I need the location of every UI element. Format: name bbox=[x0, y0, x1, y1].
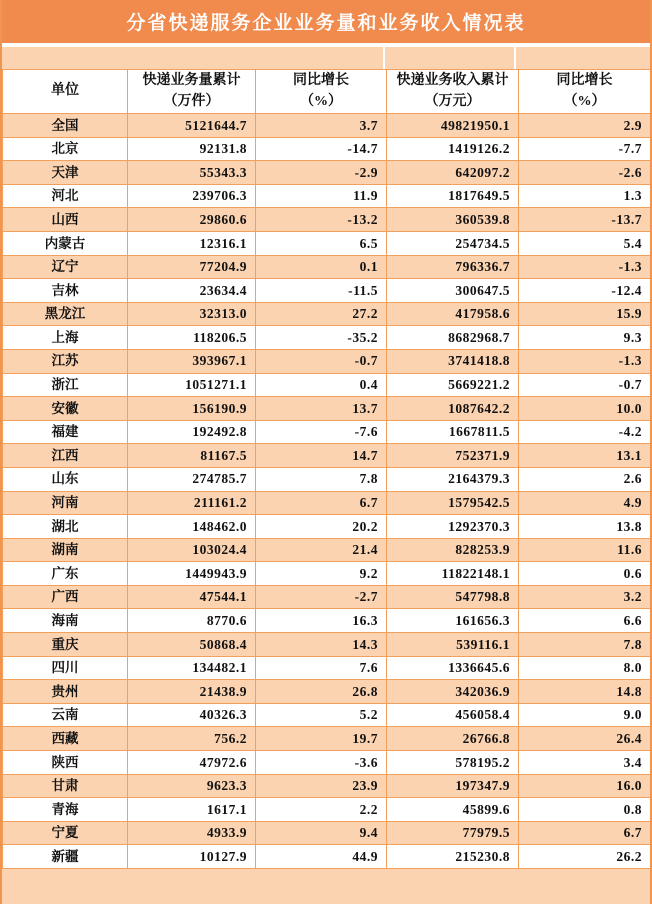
value-cell: 9623.3 bbox=[128, 774, 256, 798]
value-cell: -11.5 bbox=[256, 279, 387, 303]
value-cell: 756.2 bbox=[128, 727, 256, 751]
table-body bbox=[3, 114, 651, 869]
value-cell: 1336645.6 bbox=[387, 656, 519, 680]
table-row bbox=[3, 609, 651, 633]
value-cell: 1817649.5 bbox=[387, 184, 519, 208]
value-cell: 6.5 bbox=[256, 231, 387, 255]
value-cell: 16.0 bbox=[519, 774, 651, 798]
region-name-cell: 甘肃 bbox=[3, 774, 128, 798]
table-row bbox=[3, 585, 651, 609]
cutoff-next-row-strip bbox=[2, 869, 650, 904]
value-cell: 796336.7 bbox=[387, 255, 519, 279]
value-cell: 1617.1 bbox=[128, 798, 256, 822]
value-cell: 8682968.7 bbox=[387, 326, 519, 350]
value-cell: 134482.1 bbox=[128, 656, 256, 680]
value-cell: 29860.6 bbox=[128, 208, 256, 232]
value-cell: 14.3 bbox=[256, 633, 387, 657]
table-row bbox=[3, 491, 651, 515]
value-cell: -0.7 bbox=[256, 349, 387, 373]
table-row bbox=[3, 703, 651, 727]
value-cell: 0.6 bbox=[519, 562, 651, 586]
col-header-unit: （万元） bbox=[424, 93, 481, 109]
value-cell: 342036.9 bbox=[387, 680, 519, 704]
value-cell: 3.2 bbox=[519, 585, 651, 609]
value-cell: -2.9 bbox=[256, 161, 387, 185]
table-row bbox=[3, 279, 651, 303]
table-row bbox=[3, 467, 651, 491]
table-row bbox=[3, 562, 651, 586]
spacer-cell-merged bbox=[2, 47, 383, 69]
value-cell: 23.9 bbox=[256, 774, 387, 798]
col-header-unit: （%） bbox=[563, 93, 606, 109]
table-row bbox=[3, 515, 651, 539]
table-row bbox=[3, 538, 651, 562]
region-name-cell: 全国 bbox=[3, 114, 128, 138]
region-name-cell: 山东 bbox=[3, 467, 128, 491]
value-cell: 3.4 bbox=[519, 751, 651, 775]
value-cell: 9.4 bbox=[256, 821, 387, 845]
region-name-cell: 山西 bbox=[3, 208, 128, 232]
col-header-label: 同比增长 bbox=[293, 73, 349, 89]
value-cell: -4.2 bbox=[519, 420, 651, 444]
col-header-region bbox=[3, 70, 128, 114]
value-cell: 161656.3 bbox=[387, 609, 519, 633]
value-cell: 5.2 bbox=[256, 703, 387, 727]
table-row bbox=[3, 326, 651, 350]
page-title: 分省快递服务企业业务量和业务收入情况表 bbox=[126, 13, 526, 34]
table-row bbox=[3, 420, 651, 444]
value-cell: 417958.6 bbox=[387, 302, 519, 326]
spacer-band-row bbox=[2, 47, 650, 69]
value-cell: 539116.1 bbox=[387, 633, 519, 657]
value-cell: 1419126.2 bbox=[387, 137, 519, 161]
table-title-bar bbox=[2, 0, 650, 43]
region-name-cell: 湖南 bbox=[3, 538, 128, 562]
value-cell: -2.7 bbox=[256, 585, 387, 609]
value-cell: 92131.8 bbox=[128, 137, 256, 161]
value-cell: 14.8 bbox=[519, 680, 651, 704]
value-cell: 197347.9 bbox=[387, 774, 519, 798]
table-row bbox=[3, 845, 651, 869]
value-cell: 9.0 bbox=[519, 703, 651, 727]
col-header-volume bbox=[128, 70, 256, 114]
region-name-cell: 广西 bbox=[3, 585, 128, 609]
value-cell: 47972.6 bbox=[128, 751, 256, 775]
value-cell: 81167.5 bbox=[128, 444, 256, 468]
value-cell: 0.8 bbox=[519, 798, 651, 822]
value-cell: 9.3 bbox=[519, 326, 651, 350]
table-row bbox=[3, 751, 651, 775]
value-cell: 578195.2 bbox=[387, 751, 519, 775]
region-name-cell: 陕西 bbox=[3, 751, 128, 775]
value-cell: 15.9 bbox=[519, 302, 651, 326]
value-cell: -7.7 bbox=[519, 137, 651, 161]
value-cell: -2.6 bbox=[519, 161, 651, 185]
value-cell: 239706.3 bbox=[128, 184, 256, 208]
region-name-cell: 内蒙古 bbox=[3, 231, 128, 255]
spacer-cell-revenue bbox=[385, 47, 514, 69]
value-cell: 1.3 bbox=[519, 184, 651, 208]
value-cell: 6.6 bbox=[519, 609, 651, 633]
region-name-cell: 江西 bbox=[3, 444, 128, 468]
table-row bbox=[3, 349, 651, 373]
value-cell: 360539.8 bbox=[387, 208, 519, 232]
value-cell: 11822148.1 bbox=[387, 562, 519, 586]
region-name-cell: 河南 bbox=[3, 491, 128, 515]
value-cell: 26.8 bbox=[256, 680, 387, 704]
col-header-label: 快递业务收入累计 bbox=[396, 73, 509, 89]
value-cell: 20.2 bbox=[256, 515, 387, 539]
value-cell: 0.1 bbox=[256, 255, 387, 279]
region-name-cell: 辽宁 bbox=[3, 255, 128, 279]
value-cell: 47544.1 bbox=[128, 585, 256, 609]
value-cell: 274785.7 bbox=[128, 467, 256, 491]
value-cell: -12.4 bbox=[519, 279, 651, 303]
province-express-table bbox=[2, 69, 651, 869]
region-name-cell: 北京 bbox=[3, 137, 128, 161]
region-name-cell: 浙江 bbox=[3, 373, 128, 397]
value-cell: 21438.9 bbox=[128, 680, 256, 704]
value-cell: 7.8 bbox=[519, 633, 651, 657]
value-cell: 40326.3 bbox=[128, 703, 256, 727]
value-cell: 12316.1 bbox=[128, 231, 256, 255]
value-cell: 456058.4 bbox=[387, 703, 519, 727]
region-name-cell: 福建 bbox=[3, 420, 128, 444]
value-cell: -3.6 bbox=[256, 751, 387, 775]
value-cell: 2164379.3 bbox=[387, 467, 519, 491]
value-cell: -13.2 bbox=[256, 208, 387, 232]
region-name-cell: 云南 bbox=[3, 703, 128, 727]
value-cell: 9.2 bbox=[256, 562, 387, 586]
value-cell: 192492.8 bbox=[128, 420, 256, 444]
table-row bbox=[3, 114, 651, 138]
col-header-unit: （万件） bbox=[163, 93, 220, 109]
value-cell: 6.7 bbox=[519, 821, 651, 845]
table-row bbox=[3, 208, 651, 232]
region-name-cell: 河北 bbox=[3, 184, 128, 208]
value-cell: 50868.4 bbox=[128, 633, 256, 657]
value-cell: 3741418.8 bbox=[387, 349, 519, 373]
value-cell: 393967.1 bbox=[128, 349, 256, 373]
table-row bbox=[3, 774, 651, 798]
value-cell: 2.9 bbox=[519, 114, 651, 138]
value-cell: 148462.0 bbox=[128, 515, 256, 539]
value-cell: 11.6 bbox=[519, 538, 651, 562]
table-row bbox=[3, 821, 651, 845]
value-cell: 4.9 bbox=[519, 491, 651, 515]
value-cell: 1087642.2 bbox=[387, 397, 519, 421]
table-row bbox=[3, 373, 651, 397]
value-cell: 7.8 bbox=[256, 467, 387, 491]
value-cell: 13.8 bbox=[519, 515, 651, 539]
table-row bbox=[3, 137, 651, 161]
value-cell: 254734.5 bbox=[387, 231, 519, 255]
region-name-cell: 西藏 bbox=[3, 727, 128, 751]
value-cell: 3.7 bbox=[256, 114, 387, 138]
value-cell: 26.2 bbox=[519, 845, 651, 869]
value-cell: 45899.6 bbox=[387, 798, 519, 822]
value-cell: 1449943.9 bbox=[128, 562, 256, 586]
col-header-volume-growth bbox=[256, 70, 387, 114]
col-header-unit: （%） bbox=[300, 93, 342, 109]
value-cell: -0.7 bbox=[519, 373, 651, 397]
value-cell: -35.2 bbox=[256, 326, 387, 350]
table-row bbox=[3, 255, 651, 279]
value-cell: 14.7 bbox=[256, 444, 387, 468]
table-row bbox=[3, 397, 651, 421]
table-row bbox=[3, 798, 651, 822]
table-row bbox=[3, 231, 651, 255]
value-cell: -7.6 bbox=[256, 420, 387, 444]
value-cell: 49821950.1 bbox=[387, 114, 519, 138]
value-cell: 752371.9 bbox=[387, 444, 519, 468]
value-cell: 26766.8 bbox=[387, 727, 519, 751]
value-cell: 1667811.5 bbox=[387, 420, 519, 444]
value-cell: -1.3 bbox=[519, 349, 651, 373]
region-name-cell: 重庆 bbox=[3, 633, 128, 657]
value-cell: 10127.9 bbox=[128, 845, 256, 869]
value-cell: 300647.5 bbox=[387, 279, 519, 303]
value-cell: 32313.0 bbox=[128, 302, 256, 326]
value-cell: 11.9 bbox=[256, 184, 387, 208]
value-cell: -14.7 bbox=[256, 137, 387, 161]
table-row bbox=[3, 444, 651, 468]
value-cell: 13.7 bbox=[256, 397, 387, 421]
value-cell: 2.2 bbox=[256, 798, 387, 822]
region-name-cell: 上海 bbox=[3, 326, 128, 350]
table-row bbox=[3, 302, 651, 326]
value-cell: 6.7 bbox=[256, 491, 387, 515]
value-cell: 211161.2 bbox=[128, 491, 256, 515]
spacer-cell-growth bbox=[516, 47, 650, 69]
value-cell: 5.4 bbox=[519, 231, 651, 255]
value-cell: 5121644.7 bbox=[128, 114, 256, 138]
value-cell: 10.0 bbox=[519, 397, 651, 421]
value-cell: 7.6 bbox=[256, 656, 387, 680]
value-cell: 1051271.1 bbox=[128, 373, 256, 397]
region-name-cell: 天津 bbox=[3, 161, 128, 185]
value-cell: 27.2 bbox=[256, 302, 387, 326]
region-name-cell: 海南 bbox=[3, 609, 128, 633]
value-cell: 23634.4 bbox=[128, 279, 256, 303]
region-name-cell: 江苏 bbox=[3, 349, 128, 373]
region-name-cell: 广东 bbox=[3, 562, 128, 586]
value-cell: 16.3 bbox=[256, 609, 387, 633]
value-cell: 828253.9 bbox=[387, 538, 519, 562]
value-cell: 77979.5 bbox=[387, 821, 519, 845]
value-cell: 26.4 bbox=[519, 727, 651, 751]
value-cell: 215230.8 bbox=[387, 845, 519, 869]
region-name-cell: 湖北 bbox=[3, 515, 128, 539]
value-cell: 103024.4 bbox=[128, 538, 256, 562]
header-row bbox=[3, 70, 651, 114]
value-cell: 8.0 bbox=[519, 656, 651, 680]
region-name-cell: 安徽 bbox=[3, 397, 128, 421]
table-header bbox=[3, 70, 651, 114]
region-name-cell: 黑龙江 bbox=[3, 302, 128, 326]
value-cell: 2.6 bbox=[519, 467, 651, 491]
table-row bbox=[3, 680, 651, 704]
table-row bbox=[3, 161, 651, 185]
value-cell: 55343.3 bbox=[128, 161, 256, 185]
value-cell: -1.3 bbox=[519, 255, 651, 279]
col-header-label: 快递业务量累计 bbox=[142, 73, 241, 89]
table-row bbox=[3, 633, 651, 657]
region-name-cell: 新疆 bbox=[3, 845, 128, 869]
value-cell: 156190.9 bbox=[128, 397, 256, 421]
value-cell: 1292370.3 bbox=[387, 515, 519, 539]
value-cell: 1579542.5 bbox=[387, 491, 519, 515]
region-name-cell: 四川 bbox=[3, 656, 128, 680]
value-cell: 547798.8 bbox=[387, 585, 519, 609]
table-row bbox=[3, 727, 651, 751]
value-cell: -13.7 bbox=[519, 208, 651, 232]
value-cell: 642097.2 bbox=[387, 161, 519, 185]
value-cell: 4933.9 bbox=[128, 821, 256, 845]
col-header-label: 同比增长 bbox=[556, 73, 613, 89]
value-cell: 0.4 bbox=[256, 373, 387, 397]
table-row bbox=[3, 184, 651, 208]
value-cell: 21.4 bbox=[256, 538, 387, 562]
value-cell: 44.9 bbox=[256, 845, 387, 869]
value-cell: 19.7 bbox=[256, 727, 387, 751]
region-name-cell: 青海 bbox=[3, 798, 128, 822]
value-cell: 8770.6 bbox=[128, 609, 256, 633]
value-cell: 5669221.2 bbox=[387, 373, 519, 397]
value-cell: 13.1 bbox=[519, 444, 651, 468]
region-name-cell: 宁夏 bbox=[3, 821, 128, 845]
value-cell: 77204.9 bbox=[128, 255, 256, 279]
region-name-cell: 贵州 bbox=[3, 680, 128, 704]
region-name-cell: 吉林 bbox=[3, 279, 128, 303]
col-header-label: 单位 bbox=[51, 83, 79, 99]
table-row bbox=[3, 656, 651, 680]
col-header-revenue bbox=[387, 70, 519, 114]
col-header-revenue-growth bbox=[519, 70, 651, 114]
value-cell: 118206.5 bbox=[128, 326, 256, 350]
